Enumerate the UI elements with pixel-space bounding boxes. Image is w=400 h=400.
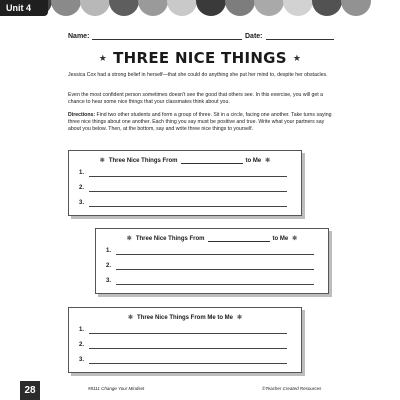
footer-right: ©Teacher Created Resources — [262, 386, 322, 391]
name-line[interactable] — [92, 32, 242, 40]
decor-circle — [80, 0, 110, 16]
box-heading: ✱ Three Nice Things From to Me ✱ — [126, 236, 298, 242]
intro-paragraph: Jessica Cox had a strong belief in herself—that she could do anything she put her mind to, despite her obstacles. — [68, 72, 328, 78]
star-icon: ✱ — [237, 315, 243, 321]
decor-circle — [254, 0, 284, 16]
decor-circle — [225, 0, 255, 16]
answer-line[interactable] — [89, 348, 287, 349]
decor-circle — [283, 0, 313, 16]
nice-things-box — [95, 228, 329, 294]
name-blank[interactable] — [181, 157, 243, 164]
box-heading: ✱ Three Nice Things From Me to Me ✱ — [127, 315, 243, 321]
directions-paragraph — [68, 112, 338, 133]
date-field[interactable] — [245, 32, 334, 40]
answer-line[interactable] — [89, 191, 287, 192]
decor-circle — [312, 0, 342, 16]
nice-things-box — [68, 307, 302, 373]
star-icon: ★ — [292, 53, 302, 64]
decor-circle — [196, 0, 226, 16]
answer-row[interactable]: 2. — [106, 263, 111, 269]
answer-row[interactable]: 1. — [79, 170, 84, 176]
answer-row[interactable]: 2. — [79, 185, 84, 191]
page-number: 28 — [20, 381, 40, 400]
star-icon: ✱ — [265, 158, 271, 164]
star-icon: ✱ — [292, 236, 298, 242]
directions-text: Find two other students and form a group of three. Sit in a circle, facing one another. Take turns saying three nice things about one another. Each thing you say must be positive and true. Write what your partners say about you below. Then, at the bottom, say and write three nice things to yourself. — [68, 112, 332, 132]
date-line[interactable] — [266, 32, 334, 40]
answer-line[interactable] — [89, 176, 287, 177]
decor-circle — [138, 0, 168, 16]
answer-row[interactable]: 3. — [79, 357, 84, 363]
title-text: THREE NICE THINGS — [113, 49, 287, 67]
name-field[interactable] — [68, 32, 242, 40]
star-icon: ★ — [98, 53, 108, 64]
answer-line[interactable] — [116, 254, 314, 255]
directions-label: Directions: — [68, 112, 96, 118]
star-icon: ✱ — [99, 158, 105, 164]
intro-paragraph: Even the most confident person sometimes doesn't see the good that others see. In this exercise, you will get a chance to hear some nice things that your classmates think about you. — [68, 92, 324, 105]
answer-line[interactable] — [116, 269, 314, 270]
nice-things-box — [68, 150, 302, 216]
answer-line[interactable] — [116, 284, 314, 285]
star-icon: ✱ — [126, 236, 132, 242]
name-label: Name: — [68, 33, 90, 40]
decor-circle — [341, 0, 371, 16]
unit-label: Unit 4 — [0, 0, 48, 16]
decor-circle — [51, 0, 81, 16]
star-icon: ✱ — [127, 315, 133, 321]
date-label: Date: — [245, 33, 263, 40]
answer-row[interactable]: 1. — [106, 248, 111, 254]
answer-line[interactable] — [89, 363, 287, 364]
answer-row[interactable]: 2. — [79, 342, 84, 348]
answer-row[interactable]: 1. — [79, 327, 84, 333]
box-heading: ✱ Three Nice Things From to Me ✱ — [99, 158, 271, 164]
answer-line[interactable] — [89, 333, 287, 334]
footer-left: #8111 Change Your Mindset — [88, 386, 145, 391]
top-banner — [0, 0, 400, 30]
decor-circle — [167, 0, 197, 16]
name-blank[interactable] — [208, 235, 270, 242]
decor-circle — [109, 0, 139, 16]
page-title — [0, 49, 400, 67]
answer-row[interactable]: 3. — [79, 200, 84, 206]
answer-line[interactable] — [89, 206, 287, 207]
answer-row[interactable]: 3. — [106, 278, 111, 284]
